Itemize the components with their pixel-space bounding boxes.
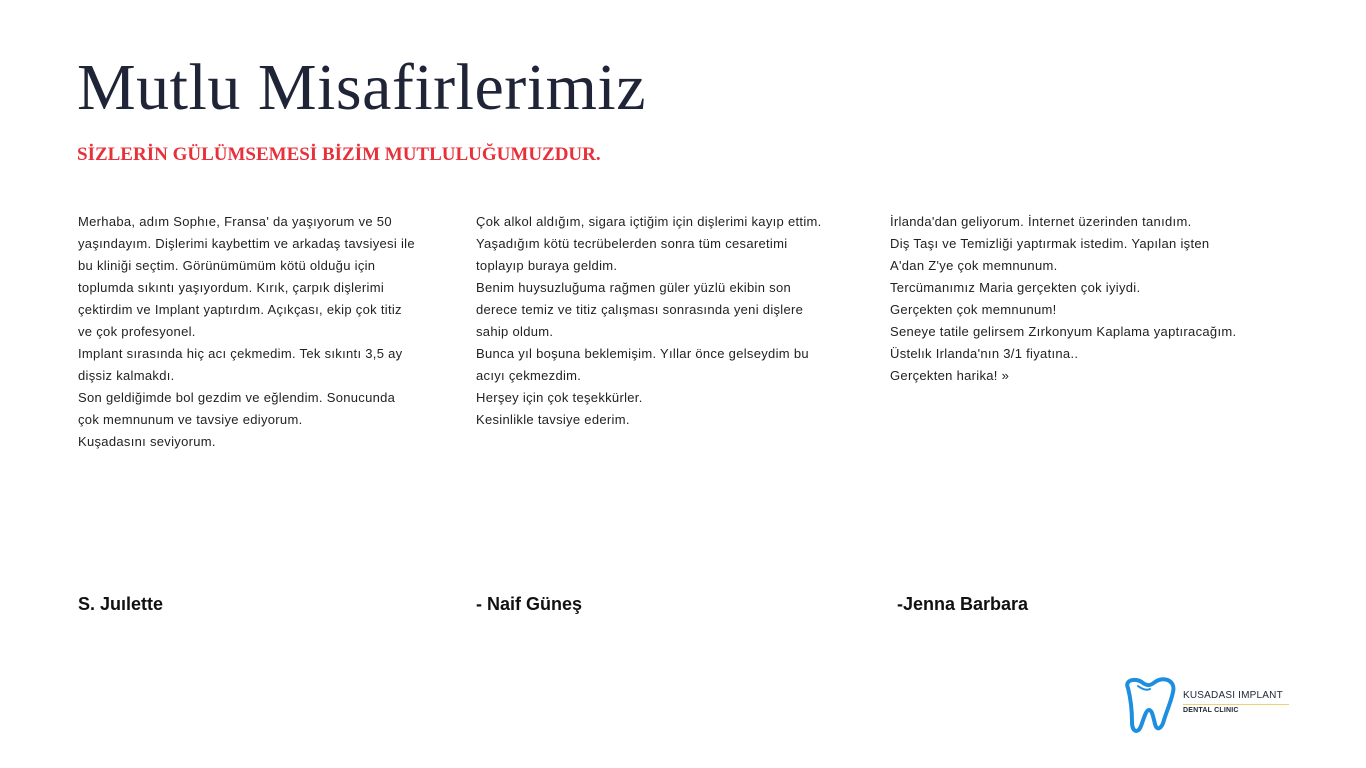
testimonial-line: İrlanda'dan geliyorum. İnternet üzerinden tanıdım. <box>890 214 1192 229</box>
testimonial-line: acıyı çekmezdim. <box>476 368 582 383</box>
testimonial-line: Benim huysuzluğuma rağmen güler yüzlü ekibin son <box>476 280 792 295</box>
page-subtitle: SİZLERİN GÜLÜMSEMESİ BİZİM MUTLULUĞUMUZDUR. <box>77 144 601 165</box>
testimonial-line: dişsiz kalmakdı. <box>78 368 175 383</box>
logo-divider <box>1183 704 1289 705</box>
testimonial-line: Bunca yıl boşuna beklemişim. Yıllar önce gelseydim bu <box>476 346 809 361</box>
author-name: - Naif Güneş <box>476 594 583 614</box>
testimonial-line: çok memnunum ve tavsiye ediyorum. <box>78 412 303 427</box>
testimonial-line: Üstelık Irlanda'nın 3/1 fiyatına.. <box>890 346 1079 361</box>
testimonial-line: Gerçekten harika! » <box>890 368 1010 383</box>
testimonial-line: ve çok profesyonel. <box>78 324 196 339</box>
testimonial-line: derece temiz ve titiz çalışması sonrasında yeni dişlere <box>476 302 804 317</box>
testimonial-line: Gerçekten çok memnunum! <box>890 302 1057 317</box>
tooth-icon <box>1122 676 1178 736</box>
clinic-logo <box>1122 676 1292 738</box>
testimonial-line: toplumda sıkıntı yaşıyordum. Kırık, çarpık dişlerimi <box>78 280 385 295</box>
testimonial-line: sahip oldum. <box>476 324 554 339</box>
testimonial-line: Diş Taşı ve Temizliği yaptırmak istedim. Yapılan işten <box>890 236 1210 251</box>
testimonial-line: Kesinlikle tavsiye ederim. <box>476 412 630 427</box>
testimonial-line: A'dan Z'ye çok memnunum. <box>890 258 1058 273</box>
testimonial-line: Implant sırasında hiç acı çekmedim. Tek sıkıntı 3,5 ay <box>78 346 403 361</box>
testimonial-line: yaşındayım. Dişlerimi kaybettim ve arkadaş tavsiyesi ile <box>78 236 415 251</box>
testimonial-line: Merhaba, adım Sophıe, Fransa' da yaşıyorum ve 50 <box>78 214 392 229</box>
testimonial-line: Son geldiğimde bol gezdim ve eğlendim. Sonucunda <box>78 390 396 405</box>
author-name: S. Juılette <box>78 594 164 614</box>
testimonial-naif <box>476 211 822 431</box>
logo-name: KUSADASI IMPLANT <box>1183 690 1283 701</box>
testimonial-line: Herşey için çok teşekkürler. <box>476 390 643 405</box>
testimonial-jenna <box>890 211 1236 387</box>
testimonial-line: bu kliniği seçtim. Görünümümüm kötü olduğu için <box>78 258 376 273</box>
logo-subtitle: DENTAL CLINIC <box>1183 707 1239 714</box>
testimonial-line: toplayıp buraya geldim. <box>476 258 618 273</box>
testimonial-line: Seneye tatile gelirsem Zırkonyum Kaplama yaptıracağım. <box>890 324 1237 339</box>
testimonial-line: Tercümanımız Maria gerçekten çok iyiydi. <box>890 280 1141 295</box>
author-name: -Jenna Barbara <box>897 594 1029 614</box>
testimonial-line: Çok alkol aldığım, sigara içtiğim için dişlerimi kayıp ettim. <box>476 214 822 229</box>
testimonial-line: Kuşadasını seviyorum. <box>78 434 216 449</box>
testimonial-line: Yaşadığım kötü tecrübelerden sonra tüm cesaretimi <box>476 236 788 251</box>
testimonial-line: çektirdim ve Implant yaptırdım. Açıkçası, ekip çok titiz <box>78 302 402 317</box>
testimonial-sophie <box>78 211 415 453</box>
page-title: Mutlu Misafirlerimiz <box>77 51 647 124</box>
